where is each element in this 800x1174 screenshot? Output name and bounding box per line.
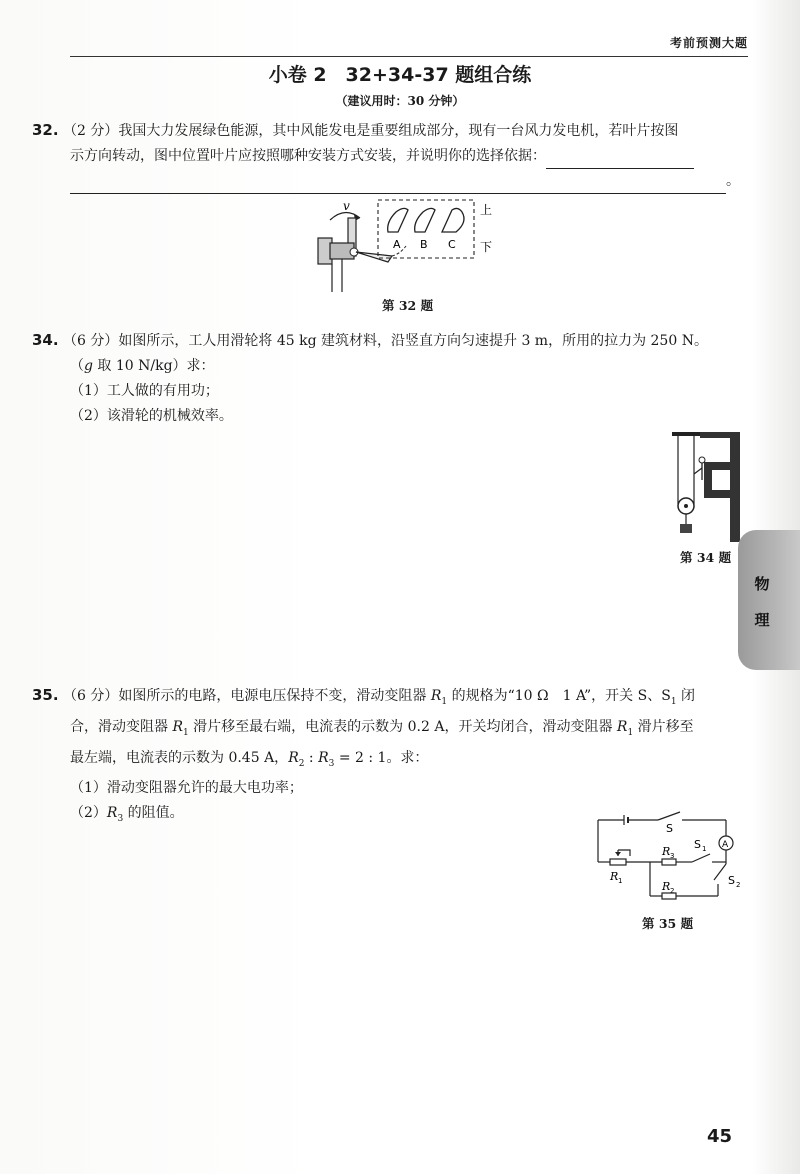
q34-number: 34. [32, 331, 59, 349]
q35-r3-symbol-2: R [106, 805, 118, 822]
q35-line2: 合，滑动变阻器 $R_1$ 滑片移至最右端，电流表的示数为 0.2 A，开关均闭合，滑动变阻器 $R_1$ 滑片移至 [70, 718, 694, 738]
q34-line2 [32, 354, 744, 379]
page-title: 小卷 2 32+34-37 题组合练 [268, 64, 532, 86]
q35-text-1a: （6 分）如图所示的电路，电源电压保持不变，滑动变阻器 [63, 688, 431, 704]
page-subtitle: （建议用时：30 分钟） [335, 94, 465, 108]
q34-paren: （ [70, 358, 84, 374]
ammeter-label: A [722, 840, 729, 850]
q35-sub1: （1）滑动变阻器允许的最大电功率； [70, 780, 303, 797]
svg-text:2: 2 [670, 887, 675, 895]
material-block [680, 524, 692, 533]
q35-number: 35. [32, 686, 59, 704]
switch-s2-label: S [728, 874, 735, 887]
svg-text:1: 1 [618, 877, 623, 885]
q35-r3-symbol: R [318, 749, 329, 766]
q35-text-2b: 滑片移至最右端，电流表的示数为 0.2 A，开关均闭合，滑动变阻器 [188, 718, 617, 735]
turbine-blade-side [356, 252, 392, 262]
q35-text-2c: 滑片移至 [633, 718, 694, 735]
switch-s-label: S [666, 822, 673, 835]
q32-text-1: （2 分）我国大力发展绿色能源，其中风能发电是重要组成部分，现有一台风力发电机，若叶片按图 [63, 123, 679, 139]
q35-sub2-text: 的阻值。 [123, 805, 184, 822]
wind-turbine-figure [300, 196, 500, 296]
q35-sub2-prefix: （2） [70, 805, 107, 822]
question-35 [32, 683, 744, 832]
svg-text:2: 2 [736, 881, 741, 889]
figure-34-caption: 第 34 题 [680, 550, 732, 565]
blade-option-a [388, 208, 408, 232]
svg-text:1: 1 [702, 845, 707, 853]
page-number: 45 [706, 1126, 732, 1147]
q35-text-1c: 闭 [676, 688, 695, 704]
q35-r1-symbol-2: R [172, 718, 183, 735]
q32-line1 [32, 118, 744, 144]
q35-sub2: $(2)R_3$ 的阻值。 [70, 805, 184, 825]
rheostat-r1 [610, 859, 626, 865]
switch-s2 [714, 864, 726, 880]
question-32 [32, 118, 744, 194]
blade-option-c [442, 208, 464, 232]
r3-label: R [662, 845, 671, 858]
circuit-figure [594, 812, 744, 912]
q32-number: 32. [32, 121, 59, 139]
pulley-figure [672, 432, 742, 542]
q35-text-2a: 合，滑动变阻器 [70, 718, 173, 735]
q35-r2-symbol: R [288, 749, 299, 766]
q34-sub1: （1）工人做的有用功； [70, 383, 219, 399]
figure-32-caption: 第 32 题 [382, 298, 434, 313]
worker-head [699, 457, 705, 463]
q32-line3 [32, 169, 744, 194]
side-tab-char-1: 物 [754, 575, 770, 593]
label-c: C [448, 238, 456, 251]
q35-text-1b: 的规格为“10 Ω 1 A”，开关 S、S [447, 688, 671, 704]
q32-text-2: 示方向转动，图中位置叶片应按照哪种安装方式安装，并说明你的选择依据： [70, 148, 546, 164]
q35-r1-symbol-3: R [616, 718, 628, 735]
side-tab-char-2: 理 [754, 611, 770, 629]
subject-side-tab-text [745, 566, 779, 638]
q35-line1: 35. （6 分）如图所示的电路，电源电压保持不变，滑动变阻器 $R_1$ 的规格为“10 Ω 1 A”，开关 S、$S_1$ 闭 [32, 686, 695, 707]
switch-s1 [692, 854, 710, 862]
q35-r1-symbol: R [430, 688, 442, 704]
q34-line1 [32, 328, 744, 354]
q35-line3: 最左端，电流表的示数为 0.45 A，$R_2$ : $R_3 = 2$ : 1。求： [70, 749, 429, 769]
label-b: B [420, 238, 428, 251]
switch-s [658, 812, 680, 820]
blade-option-b [415, 208, 435, 232]
velocity-label: v [343, 199, 350, 213]
header-rule [70, 56, 748, 57]
q34-sub2: （2）该滑轮的机械效率。 [70, 408, 233, 424]
figure-35-caption: 第 35 题 [642, 916, 694, 931]
switch-s1-label: S [694, 838, 701, 851]
label-a: A [393, 238, 401, 251]
answer-blank-1[interactable] [546, 152, 694, 169]
label-down: 下 [480, 240, 493, 254]
wall [730, 432, 740, 542]
label-up: 上 [480, 203, 493, 217]
header-tag: 考前预测大题 [669, 36, 748, 50]
q34-text-1: （6 分）如图所示，工人用滑轮将 45 kg 建筑材料，沿竖直方向匀速提升 3 m，所用的拉力为 250 N。 [63, 333, 708, 349]
q32-end-mark: 。 [726, 173, 740, 189]
q34-text-2: 取 10 N/kg）求： [92, 358, 215, 374]
q32-line2 [32, 144, 744, 169]
answer-blank-2[interactable] [70, 177, 726, 194]
svg-text:3: 3 [670, 852, 675, 860]
q34-g-symbol: g [84, 358, 93, 374]
question-34 [32, 328, 744, 429]
q35-text-3a: 最左端，电流表的示数为 0.45 A， [70, 749, 289, 766]
r2-label: R [662, 880, 671, 893]
r1-label: R [610, 870, 619, 883]
q35-text-3b: = 2 : 1。求： [334, 749, 429, 766]
